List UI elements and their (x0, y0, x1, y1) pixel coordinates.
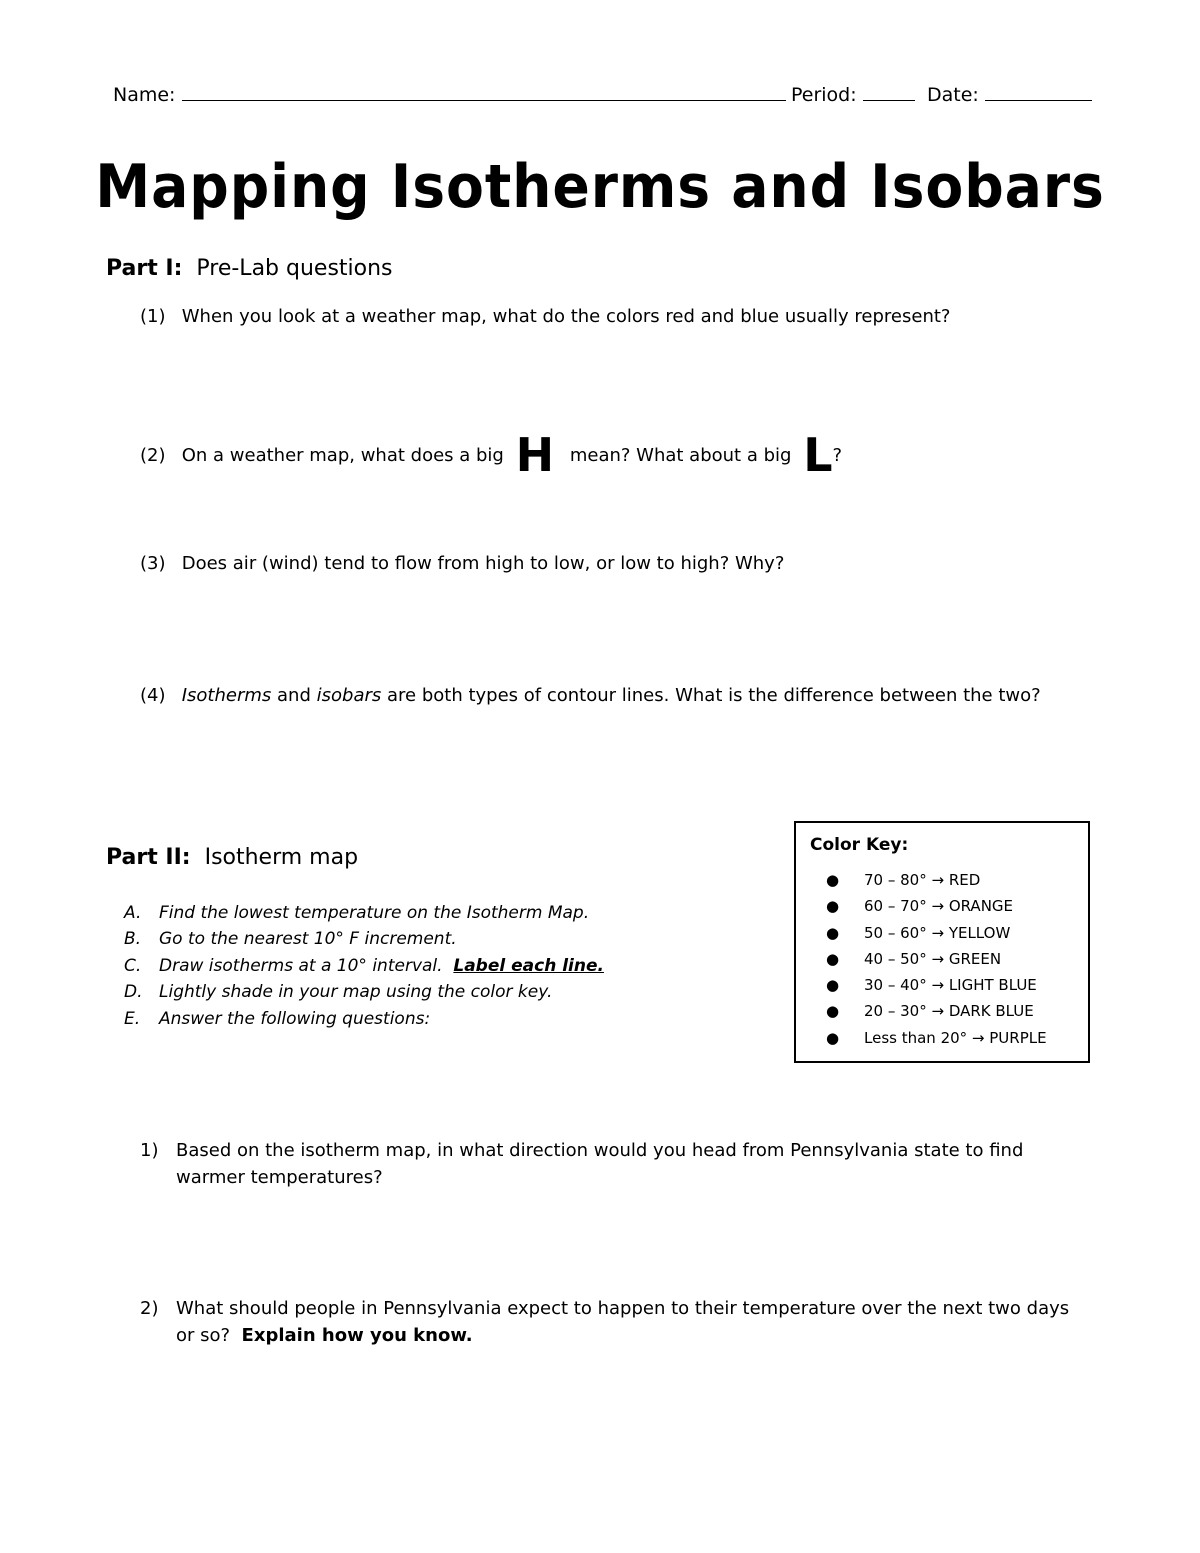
date-field[interactable] (927, 82, 1092, 106)
bullet-icon: ● (826, 949, 840, 968)
color-key-text: 70 – 80° → RED (864, 871, 981, 889)
part2-title: Isotherm map (204, 845, 359, 870)
period-label: Period: (791, 84, 857, 106)
question-emphasis: Explain how you know. (241, 1325, 473, 1346)
color-key-text: 40 – 50° → GREEN (864, 949, 1002, 968)
bullet-icon: ● (826, 871, 840, 889)
color-key-text: Less than 20° → PURPLE (864, 1028, 1047, 1047)
name-blank[interactable] (182, 82, 786, 101)
color-key-text: 60 – 70° → ORANGE (864, 897, 1014, 916)
part1-heading (106, 256, 393, 281)
color-key-text: 20 – 30° → DARK BLUE (864, 1002, 1034, 1021)
part1-title: Pre-Lab questions (196, 256, 393, 281)
part2-heading (106, 845, 358, 870)
question-text-b: mean? What about a big (569, 445, 792, 466)
question-text: What should people in Pennsylvania expect to happen to their temperature over the next two days or so? (176, 1298, 1070, 1346)
instruction-letter: D. (124, 982, 143, 1002)
color-key-item (826, 976, 1047, 1002)
instruction-item (124, 956, 604, 976)
question-2 (140, 428, 842, 482)
color-key-item (826, 1002, 1047, 1028)
instruction-text: Draw isotherms at a 10° interval. (159, 956, 443, 976)
page-title: Mapping Isotherms and Isobars (95, 152, 1105, 222)
question-number: 2) (140, 1298, 159, 1319)
high-pressure-symbol: H (515, 428, 555, 482)
instruction-letter: B. (124, 929, 142, 949)
color-key-box (794, 821, 1090, 1063)
question-text: When you look at a weather map, what do the colors red and blue usually represent? (181, 306, 951, 327)
color-key-item (826, 924, 1047, 950)
date-label: Date: (927, 84, 979, 106)
color-key-text: 30 – 40° → LIGHT BLUE (864, 976, 1037, 995)
question-1 (140, 306, 950, 327)
followup-question-1 (140, 1137, 1080, 1197)
bullet-icon: ● (826, 1028, 840, 1047)
question-number: (4) (140, 685, 166, 706)
instruction-text: Answer the following questions: (159, 1009, 431, 1029)
question-text-a: On a weather map, what does a big (181, 445, 504, 466)
period-field[interactable] (791, 82, 915, 106)
question-4 (140, 685, 1041, 706)
color-key-item (826, 950, 1047, 976)
instruction-letter: E. (124, 1009, 141, 1029)
bullet-icon: ● (826, 976, 840, 995)
bullet-icon: ● (826, 897, 840, 916)
question-number: 1) (140, 1140, 159, 1161)
instruction-letter: C. (124, 956, 142, 976)
color-key-item (826, 1029, 1047, 1055)
instruction-text: Lightly shade in your map using the color key. (159, 982, 553, 1002)
color-key-title: Color Key: (810, 835, 909, 855)
instruction-text: Find the lowest temperature on the Isotherm Map. (159, 903, 590, 923)
instruction-emphasis: Label each line. (453, 956, 604, 976)
name-label: Name: (113, 84, 176, 106)
bullet-icon: ● (826, 1002, 840, 1021)
date-blank[interactable] (985, 82, 1092, 101)
name-field[interactable] (113, 82, 786, 106)
color-key-text: 50 – 60° → YELLOW (864, 923, 1011, 942)
question-3 (140, 553, 784, 574)
instruction-item (124, 903, 589, 923)
color-key-item (826, 897, 1047, 923)
question-text-wrap (176, 1295, 1081, 1349)
term-isobars: isobars (316, 685, 382, 706)
question-text: Based on the isotherm map, in what direction would you head from Pennsylvania state to find warmer temperatures? (176, 1140, 1024, 1188)
question-text: Does air (wind) tend to flow from high to low, or low to high? Why? (181, 553, 785, 574)
color-key-item (826, 871, 1047, 897)
term-isotherms: Isotherms (181, 685, 272, 706)
bullet-icon: ● (826, 923, 840, 942)
question-number: (1) (140, 306, 166, 327)
low-pressure-symbol: L (803, 428, 833, 482)
question-number: (3) (140, 553, 166, 574)
period-blank[interactable] (863, 82, 915, 101)
instruction-letter: A. (124, 903, 142, 923)
question-number: (2) (140, 445, 166, 466)
instruction-item (124, 929, 457, 949)
question-text: are both types of contour lines. What is the difference between the two? (387, 685, 1041, 706)
color-key-list (826, 871, 1047, 1055)
instruction-item (124, 982, 552, 1002)
followup-question-2 (140, 1295, 1080, 1355)
instruction-item (124, 1009, 430, 1029)
question-text-c: ? (832, 445, 843, 466)
part2-label: Part II: (106, 845, 191, 870)
instruction-text: Go to the nearest 10° F increment. (159, 929, 457, 949)
part1-label: Part I: (106, 256, 183, 281)
question-and: and (277, 685, 311, 706)
